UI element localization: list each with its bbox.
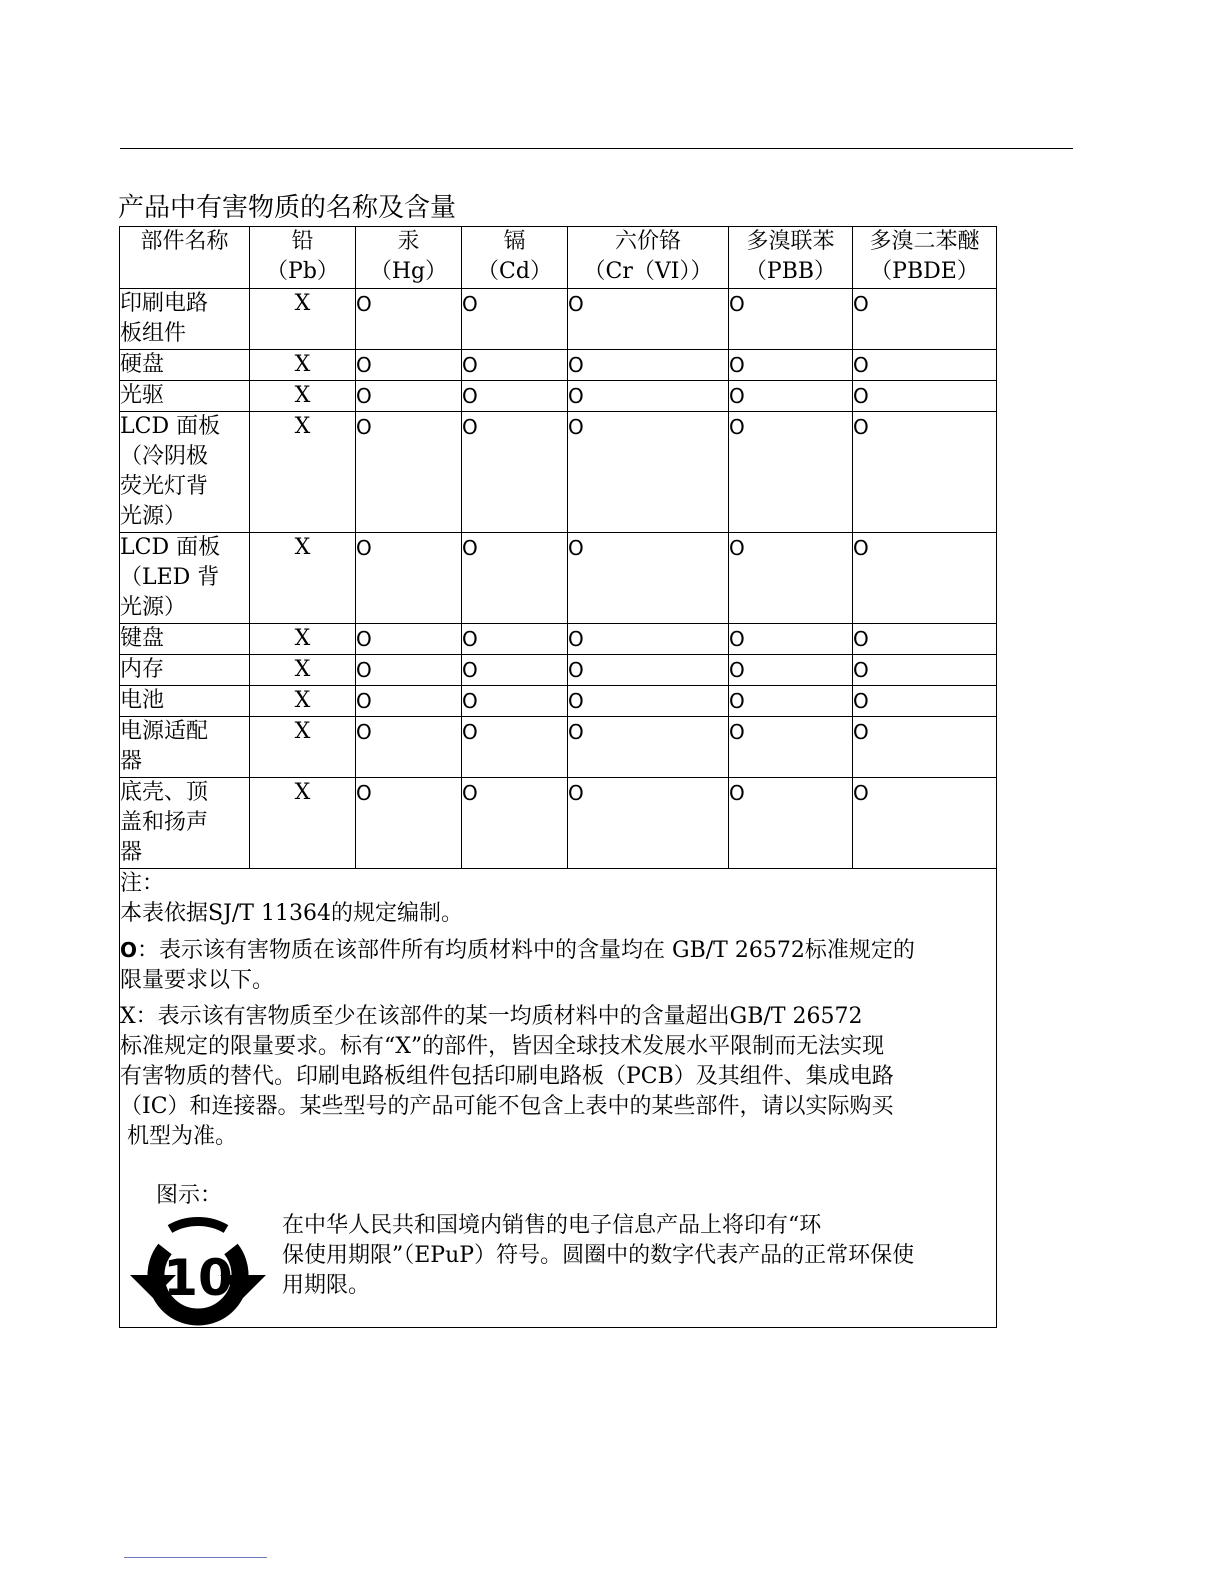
substance-value-cell: X [250,533,356,624]
table-row [120,381,997,412]
substance-value-cell: X [250,778,356,869]
substance-value-cell: X [250,289,356,350]
header-symbol: （PBB） [744,259,837,284]
part-name-line: 光源） [120,504,187,529]
part-name-line: 荧光灯背 [120,474,209,499]
header-name: 部件名称 [140,229,229,254]
header-name: 多溴联苯 [746,229,835,254]
table-row [120,686,997,717]
x-definition-line: 机型为准。 [120,1124,237,1149]
part-name-cell [120,533,250,624]
substance-value-cell: O [568,717,729,778]
substance-value-cell: O [462,624,568,655]
substance-value-cell: O [568,289,729,350]
x-definition-line: 标准规定的限量要求。标有“X”的部件，皆因全球技术发展水平限制而无法实现 [120,1034,885,1059]
notes-basis: 本表依据SJ/T 11364的规定编制。 [120,901,463,926]
table-row [120,412,997,533]
epup-description [282,1211,992,1301]
substance-value-cell: O [356,533,462,624]
substance-value-cell: O [729,289,853,350]
part-name-line: LCD 面板 [120,535,221,560]
substance-value-cell: O [729,655,853,686]
part-name-line: 印刷电路 [120,291,209,316]
substance-value-cell: O [568,686,729,717]
substance-value-cell: O [729,412,853,533]
substance-value-cell: O [568,350,729,381]
part-name-line: 内存 [120,657,165,682]
top-rule [120,148,1073,149]
epup-line: 保使用期限”（EPuP）符号。圆圈中的数字代表产品的正常环保使 [282,1243,915,1268]
header-name: 汞 [397,229,420,254]
substance-value-cell: O [462,289,568,350]
table-row [120,533,997,624]
substance-value-cell: X [250,412,356,533]
substance-value-cell: O [729,717,853,778]
epup-line: 在中华人民共和国境内销售的电子信息产品上将印有“环 [282,1213,822,1238]
o-definition-cont: 限量要求以下。 [120,968,275,993]
epup-10-icon [130,1213,266,1333]
x-definition-line: 有害物质的替代。印刷电路板组件包括印刷电路板（PCB）及其组件、集成电路 [120,1064,894,1089]
table-body [120,289,997,869]
part-name-line: 底壳、顶 [120,780,209,805]
substance-value-cell: O [729,350,853,381]
part-name-line: 器 [120,749,143,774]
substance-value-cell: X [250,686,356,717]
substance-value-cell: O [853,289,997,350]
substance-value-cell: O [853,717,997,778]
header-cell [356,227,462,289]
substance-value-cell: O [853,686,997,717]
header-cell [853,227,997,289]
x-definition [120,1002,996,1152]
part-name-cell [120,624,250,655]
o-symbol: O [120,938,138,962]
footnote-rule [124,1557,267,1558]
substance-value-cell: X [250,350,356,381]
header-symbol: （Hg） [369,259,448,284]
substance-value-cell: O [568,655,729,686]
header-name: 六价铬 [614,229,681,254]
substance-value-cell: O [462,381,568,412]
part-name-cell [120,778,250,869]
table-header-row [120,227,997,289]
part-name-line: 键盘 [120,626,165,651]
substance-value-cell: O [568,533,729,624]
part-name-line: 盖和扬声 [120,810,209,835]
part-name-cell [120,381,250,412]
substance-value-cell: O [356,624,462,655]
table-row [120,778,997,869]
substance-value-cell: O [729,686,853,717]
header-cell [568,227,729,289]
part-name-cell [120,412,250,533]
substance-value-cell: O [568,381,729,412]
table-row [120,624,997,655]
substance-value-cell: O [356,412,462,533]
part-name-line: （冷阴极 [120,444,209,469]
substance-value-cell: O [462,686,568,717]
substance-value-cell: O [568,624,729,655]
header-symbol: （Pb） [266,259,339,284]
substance-value-cell: O [462,717,568,778]
substance-value-cell: O [568,778,729,869]
header-cell [462,227,568,289]
x-definition-line: （IC）和连接器。某些型号的产品可能不包含上表中的某些部件，请以实际购买 [120,1094,894,1119]
substance-value-cell: O [853,655,997,686]
substance-value-cell: X [250,624,356,655]
part-name-line: 板组件 [120,321,187,346]
substance-value-cell: O [356,350,462,381]
x-definition-line: X：表示该有害物质至少在该部件的某一均质材料中的含量超出GB/T 26572 [120,1004,863,1029]
part-name-line: （LED 背 [120,565,220,590]
substance-value-cell: O [462,533,568,624]
hazardous-substances-table [119,226,997,1328]
substance-value-cell: X [250,381,356,412]
substance-value-cell: O [853,778,997,869]
part-name-cell [120,655,250,686]
substance-value-cell: O [729,381,853,412]
legend-label: 图示： [156,1183,223,1208]
header-symbol: （Cd） [477,259,552,284]
part-name-line: 电源适配 [120,719,209,744]
substance-value-cell: O [356,289,462,350]
header-name: 多溴二苯醚 [869,229,980,254]
substance-value-cell: O [853,412,997,533]
part-name-line: 电池 [120,688,165,713]
substance-value-cell: O [853,350,997,381]
substance-value-cell: O [729,778,853,869]
substance-value-cell: O [568,412,729,533]
header-cell [250,227,356,289]
substance-value-cell: O [356,778,462,869]
header-name: 镉 [503,229,526,254]
part-name-cell [120,717,250,778]
part-name-cell [120,686,250,717]
part-name-cell [120,289,250,350]
part-name-line: 器 [120,840,143,865]
table-row [120,717,997,778]
substance-value-cell: O [853,381,997,412]
notes-label: 注： [120,871,165,896]
part-name-line: 光源） [120,595,187,620]
header-cell [120,227,250,289]
substance-value-cell: O [462,655,568,686]
substance-value-cell: O [356,381,462,412]
substance-value-cell: X [250,717,356,778]
table-row [120,350,997,381]
epup-line: 用期限。 [282,1273,371,1298]
substance-value-cell: O [853,624,997,655]
header-symbol: （Cr（VI）） [583,259,713,284]
notes-cell [120,869,997,1328]
substance-value-cell: O [356,655,462,686]
substance-value-cell: O [462,412,568,533]
part-name-cell [120,350,250,381]
o-definition-text: ：表示该有害物质在该部件所有均质材料中的含量均在 GB/T 26572标准规定的 [137,938,915,963]
table-row [120,289,997,350]
substance-value-cell: O [729,624,853,655]
part-name-line: LCD 面板 [120,414,221,439]
epup-number: 10 [163,1249,233,1307]
part-name-line: 光驱 [120,383,165,408]
substance-value-cell: O [356,686,462,717]
document-title: 产品中有害物质的名称及含量 [118,193,457,223]
part-name-line: 硬盘 [120,352,165,377]
o-definition [120,935,996,966]
substance-value-cell: O [462,350,568,381]
header-cell [729,227,853,289]
notes-row [120,869,997,1328]
substance-value-cell: O [356,717,462,778]
header-name: 铅 [291,229,314,254]
substance-value-cell: O [853,533,997,624]
substance-value-cell: O [462,778,568,869]
header-symbol: （PBDE） [870,259,979,284]
substance-value-cell: O [729,533,853,624]
substance-value-cell: X [250,655,356,686]
table-row [120,655,997,686]
